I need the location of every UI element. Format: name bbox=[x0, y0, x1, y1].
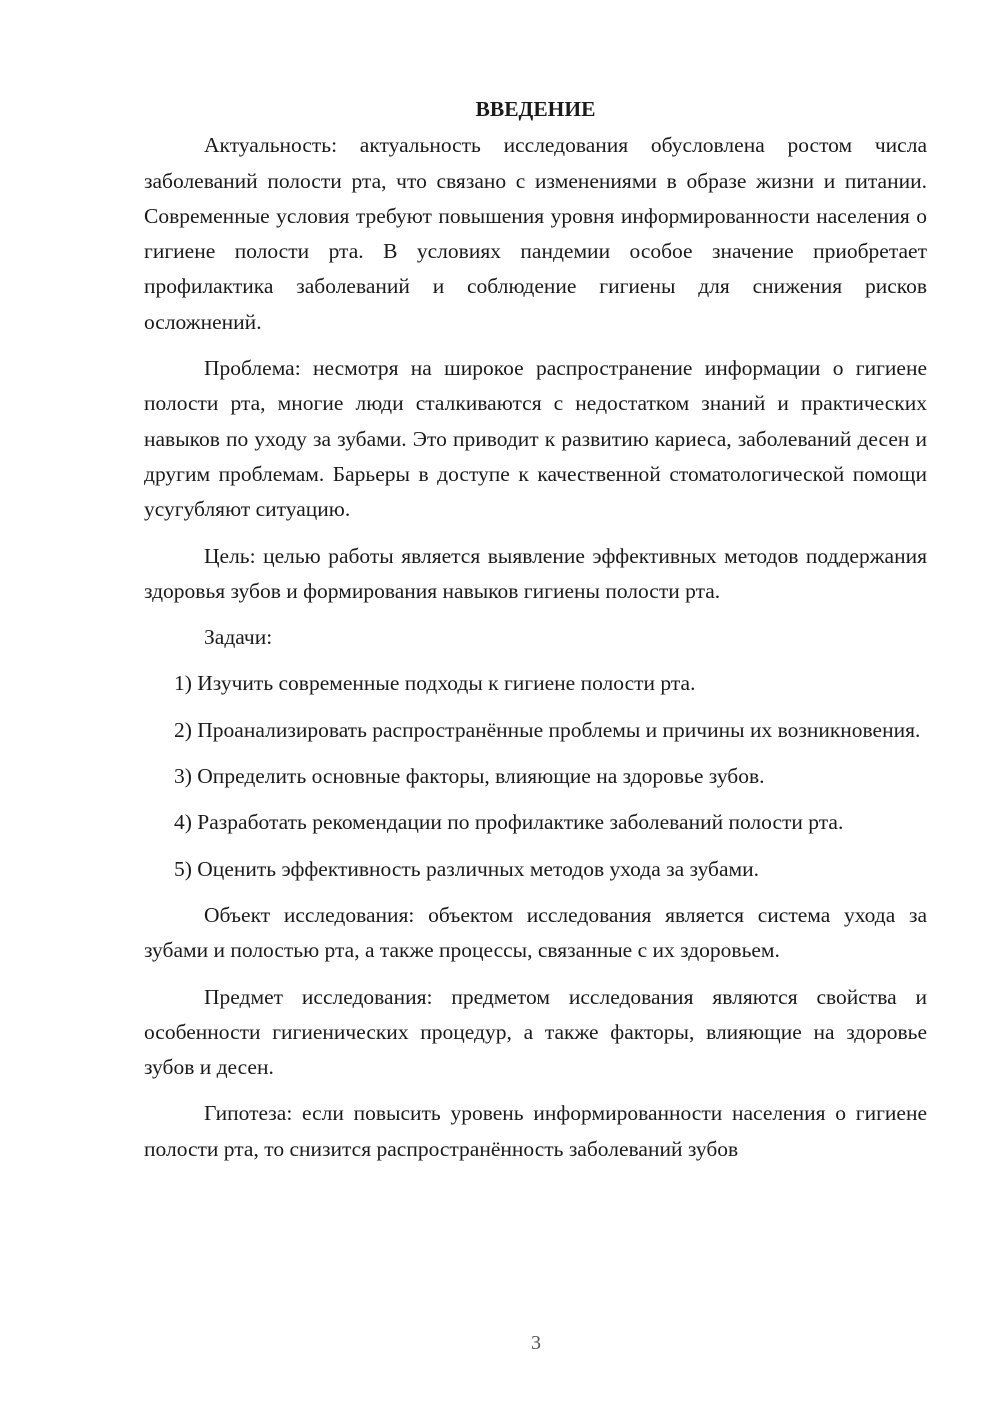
paragraph-relevance: Актуальность: актуальность исследования обусловлена ростом числа заболеваний полости рта, что связано с изменениями в образе жизни и питании. Современные условия требуют повышения уровня информированности населения о гигиене полости рта. В условиях пандемии особое значение приобретает профилактика заболеваний и соблюдение гигиены для снижения рисков осложнений. bbox=[144, 133, 927, 334]
paragraph-goal: Цель: целью работы является выявление эффективных методов поддержания здоровья зубов и формирования навыков гигиены полости рта. bbox=[144, 543, 927, 603]
tasks-label: Задачи: bbox=[204, 625, 273, 650]
task-item: 2) Проанализировать распространённые проблемы и причины их возникновения. bbox=[174, 717, 921, 742]
task-item: 4) Разработать рекомендации по профилактике заболеваний полости рта. bbox=[174, 810, 844, 835]
task-item: 1) Изучить современные подходы к гигиене полости рта. bbox=[174, 671, 696, 696]
page-number: 3 bbox=[531, 1332, 541, 1354]
paragraph-subject: Предмет исследования: предметом исследования являются свойства и особенности гигиенических процедур, а также факторы, влияющие на здоровье зубов и десен. bbox=[144, 984, 927, 1080]
section-heading: ВВЕДЕНИЕ bbox=[475, 97, 596, 121]
task-item: 5) Оценить эффективность различных методов ухода за зубами. bbox=[174, 856, 760, 881]
page-content bbox=[144, 92, 927, 1167]
task-item: 3) Определить основные факторы, влияющие на здоровье зубов. bbox=[174, 764, 765, 789]
paragraph-hypothesis: Гипотеза: если повысить уровень информированности населения о гигиене полости рта, то снизится распространённость заболеваний зубов bbox=[144, 1101, 927, 1161]
paragraph-object: Объект исследования: объектом исследования является система ухода за зубами и полостью рта, а также процессы, связанные с их здоровьем. bbox=[144, 902, 927, 963]
paragraph-problem: Проблема: несмотря на широкое распространение информации о гигиене полости рта, многие люди сталкиваются с недостатком знаний и практических навыков по уходу за зубами. Это приводит к развитию кариеса, заболеваний десен и другим проблемам. Барьеры в доступе к качественной стоматологической помощи усугубляют ситуацию. bbox=[144, 356, 927, 522]
